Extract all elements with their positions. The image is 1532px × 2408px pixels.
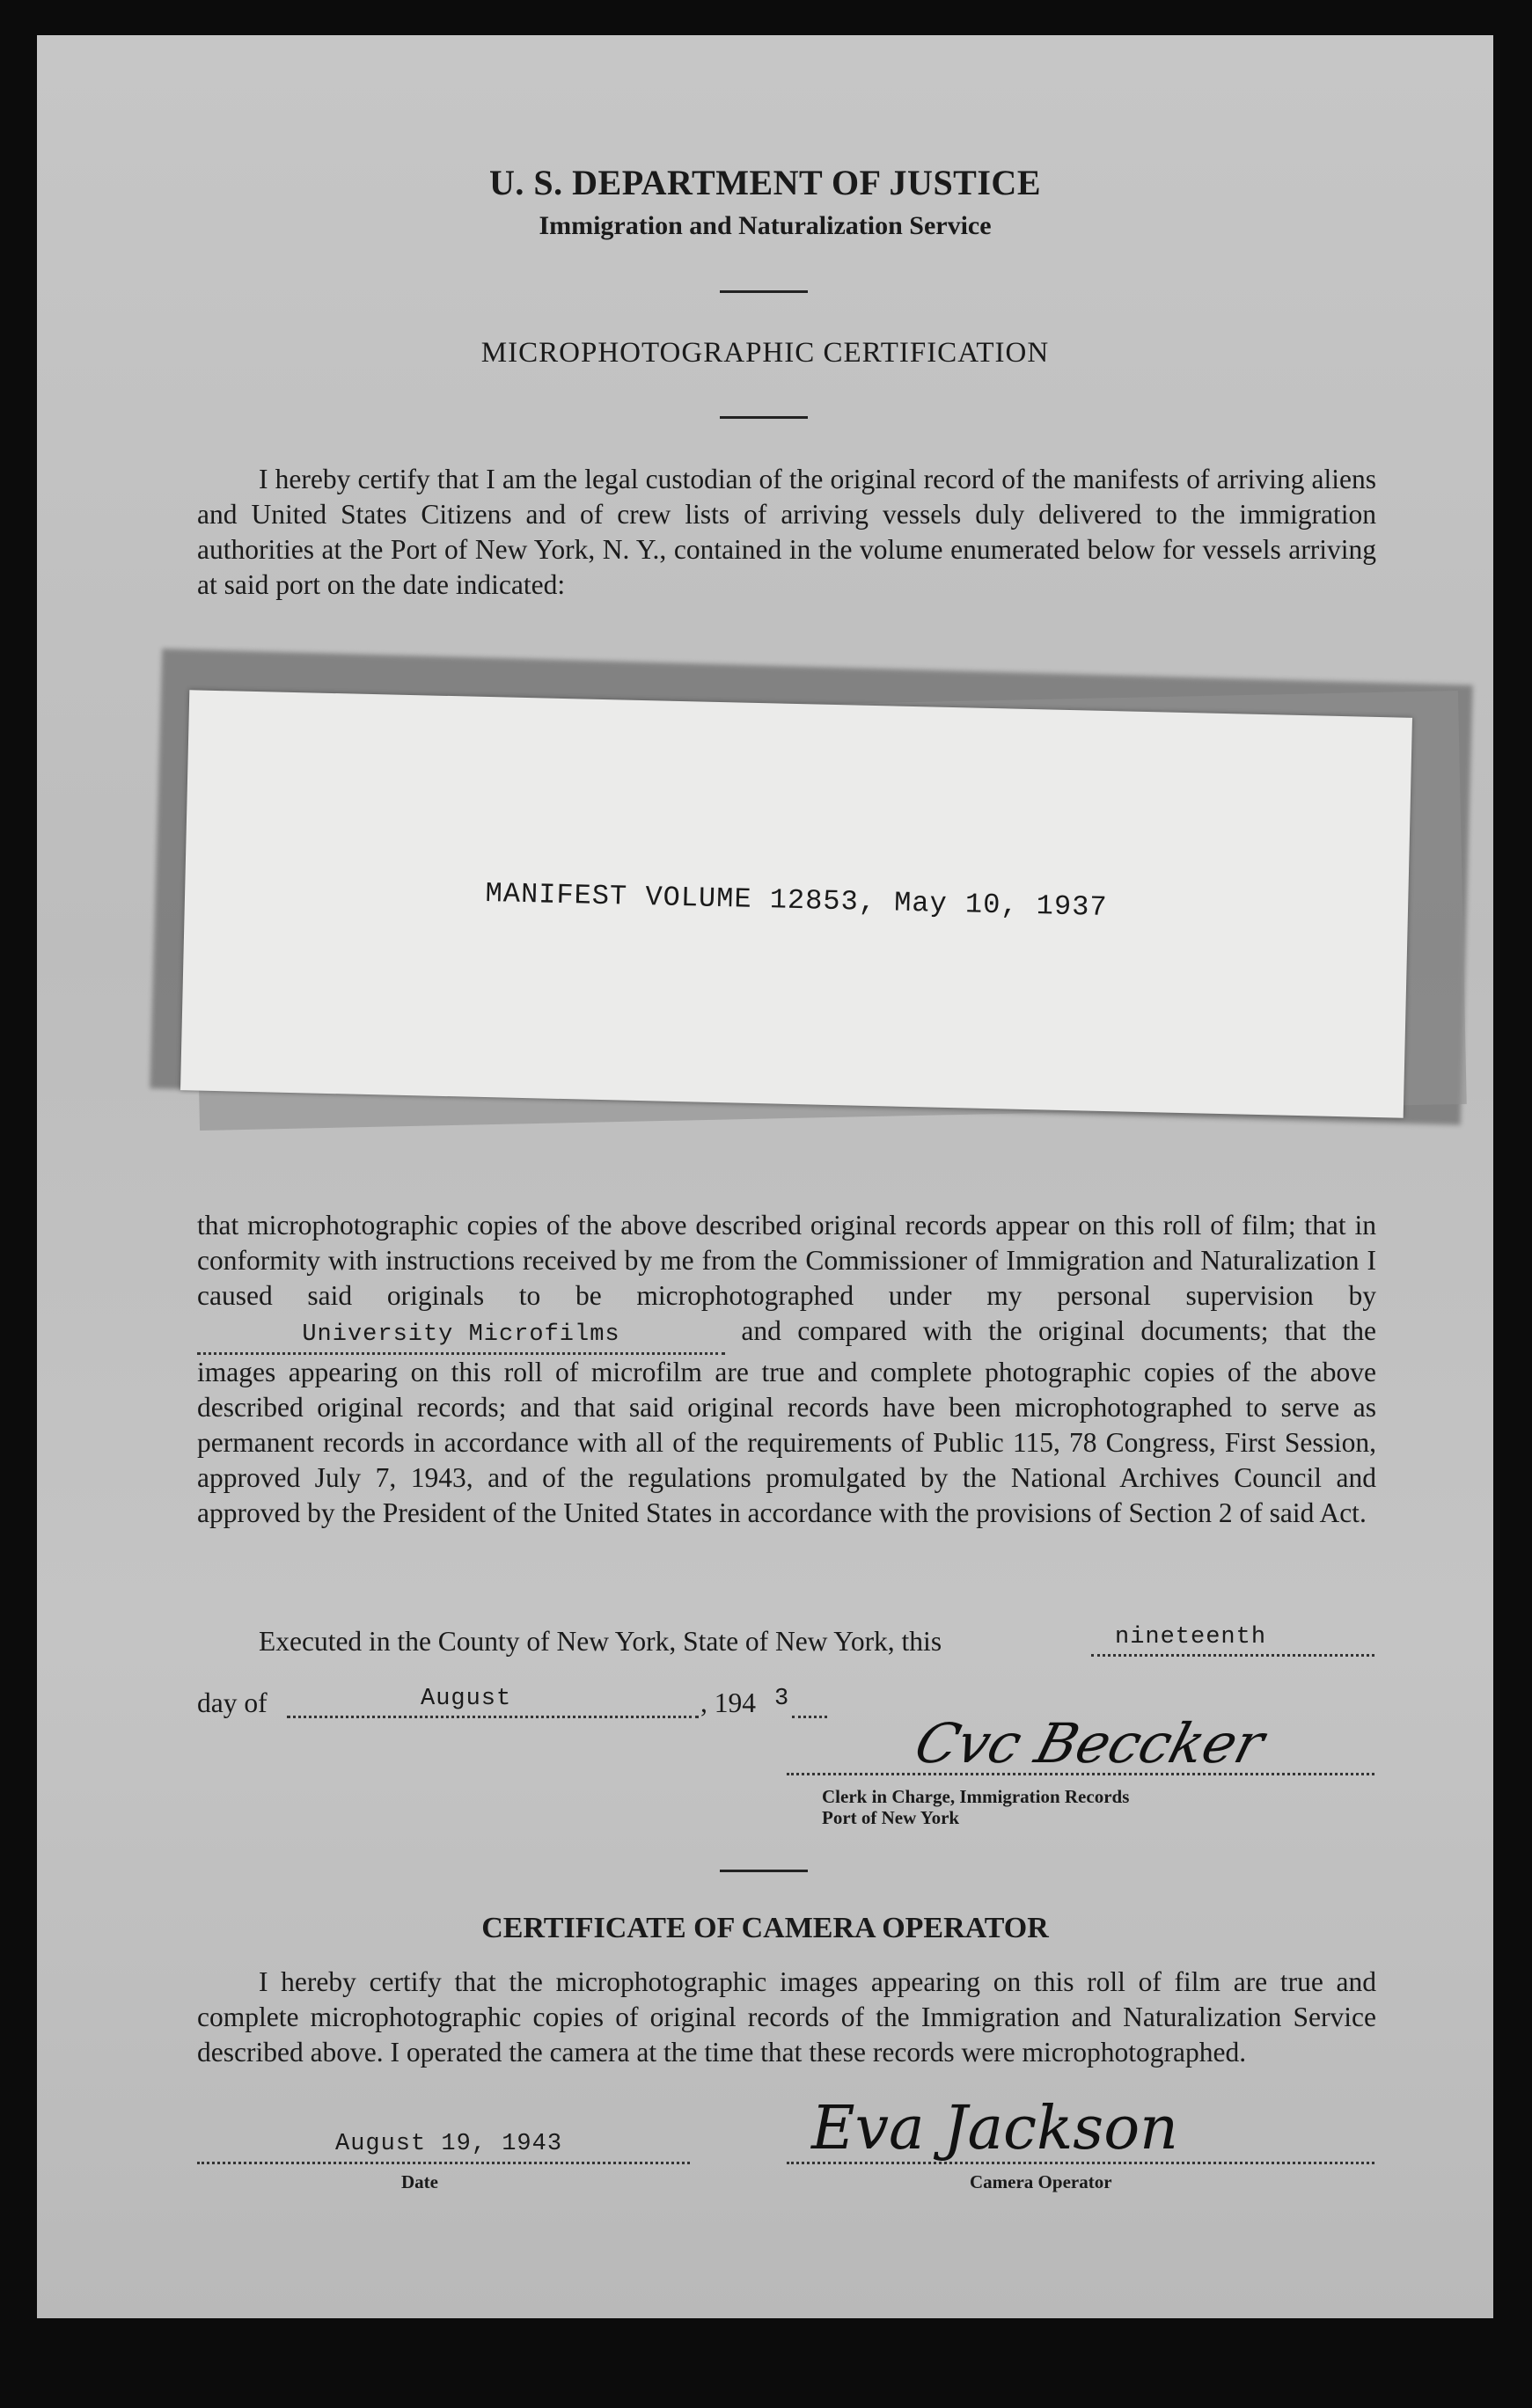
operator-label: Camera Operator bbox=[970, 2171, 1112, 2192]
certification-body bbox=[197, 1208, 1376, 1531]
date-label: Date bbox=[401, 2171, 438, 2192]
certificate-page bbox=[37, 35, 1493, 2318]
operator-signature: Eva Jackson bbox=[811, 2094, 1178, 2163]
year-digit: 3 bbox=[774, 1686, 790, 1712]
clerk-title-line2: Port of New York bbox=[822, 1807, 960, 1828]
executed-text: Executed in the County of New York, State of New York, this bbox=[259, 1626, 942, 1657]
camera-certificate-title: CERTIFICATE OF CAMERA OPERATOR bbox=[481, 1912, 1049, 1944]
month-field-dots bbox=[287, 1716, 699, 1718]
camera-certificate-body: I hereby certify that the microphotographic images appearing on this roll of film are true and complete microphotographic copies of original records of the Immigration and Naturalization Service described above. I operated the camera at the time that these records were microphotographed. bbox=[197, 1966, 1376, 2068]
service-subheading: Immigration and Naturalization Service bbox=[539, 211, 992, 240]
certification-body-part1: that microphotographic copies of the above described original records appear on this roll of film; that in conformity with instructions received by me from the Commissioner of Immigration and Naturalization I caused said originals to be microphotographed under my personal supervision by bbox=[197, 1210, 1376, 1311]
date-value: August 19, 1943 bbox=[335, 2131, 563, 2157]
manifest-volume-slip bbox=[180, 690, 1412, 1117]
divider bbox=[720, 1870, 808, 1872]
certification-title: MICROPHOTOGRAPHIC CERTIFICATION bbox=[480, 337, 1050, 369]
operator-company-value: University Microfilms bbox=[302, 1321, 620, 1348]
certification-body-part2: and compared with the original documents; that the images appearing on this roll of microfilm are true and complete photographic copies of the above described original records; and that said original records have been microphotographed to serve as permanent records in accordance with all of the requirements of Public 115, 78 Congress, First Session, approved July 7, 1943, and of the regulations promulgated by the National Archives Council and approved by the President of the United States in accordance with the provisions of Section 2 of said Act. bbox=[197, 1315, 1377, 1528]
divider bbox=[720, 416, 808, 419]
certification-intro: I hereby certify that I am the legal custodian of the original record of the manifests of arriving aliens and United States Citizens and of crew lists of arriving vessels duly delivered to the immigration authorities at the Port of New York, N. Y., contained in the volume enumerated below for vessels arriving at said port on the date indicated: bbox=[197, 464, 1376, 600]
year-field-dots bbox=[792, 1716, 827, 1718]
clerk-title-line1: Clerk in Charge, Immigration Records bbox=[822, 1786, 1130, 1807]
divider bbox=[720, 290, 808, 293]
operator-company-field bbox=[197, 1314, 725, 1355]
department-heading: U. S. DEPARTMENT OF JUSTICE bbox=[489, 163, 1041, 202]
year-prefix: , 194 bbox=[700, 1687, 756, 1718]
manifest-volume-label: MANIFEST VOLUME 12853, May 10, 1937 bbox=[485, 876, 1108, 925]
day-of-label: day of bbox=[197, 1687, 268, 1718]
day-field-dots bbox=[1091, 1654, 1374, 1657]
clerk-signature: Cvc Beccker bbox=[908, 1711, 1272, 1775]
executed-day-value: nineteenth bbox=[1115, 1624, 1267, 1650]
date-line bbox=[197, 2162, 690, 2164]
executed-month-value: August bbox=[421, 1686, 512, 1712]
